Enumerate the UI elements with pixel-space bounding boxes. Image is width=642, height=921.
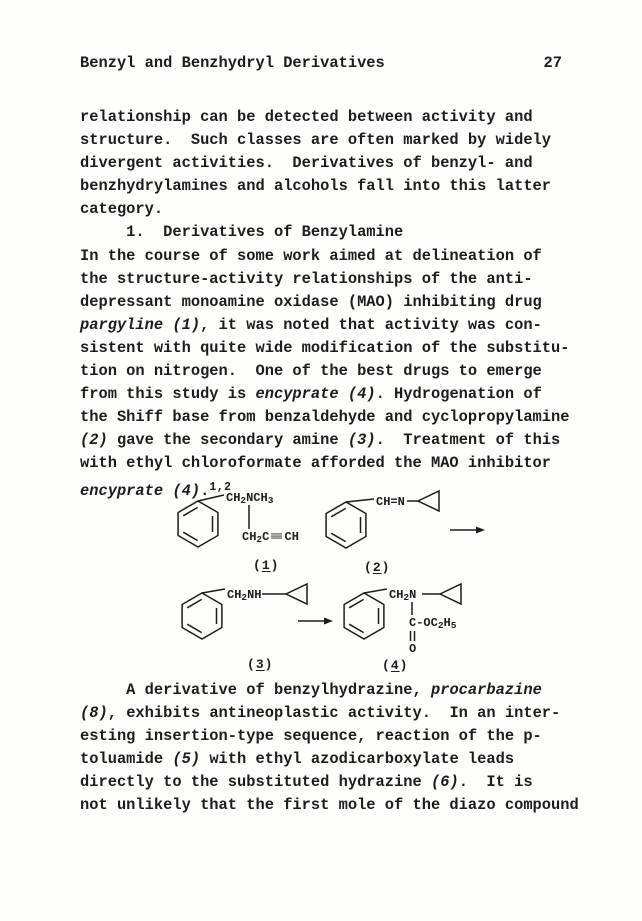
paragraph-benzylamine [80, 106, 570, 503]
text-segment: ( [247, 657, 256, 672]
text-segment: gave the secondary amine [107, 431, 348, 450]
text-segment: (3) [347, 431, 376, 450]
text-segment: with ethyl azodicarboxylate leads [200, 750, 515, 769]
text-segment: procarbazine [430, 681, 542, 699]
text-segment: 2 [241, 592, 248, 603]
text-segment: ) [399, 658, 409, 673]
text-segment: 2 [240, 495, 247, 506]
text-segment: (2) [80, 431, 108, 450]
text-segment: C-OC [409, 616, 438, 630]
text-line [80, 221, 570, 244]
text-line [80, 152, 570, 175]
text-segment: 3 [267, 495, 274, 506]
text-segment: encyprate (4) [255, 385, 376, 404]
reaction-scheme [150, 488, 500, 683]
text-segment: H [443, 616, 451, 630]
text-segment: CH [242, 530, 257, 544]
text-segment: CH [227, 588, 242, 602]
text-line [80, 360, 570, 383]
text-line [80, 198, 570, 221]
text-segment: depressant monoamine oxidase (MAO) inhibiting drug [80, 292, 542, 311]
text-segment: NH [247, 588, 262, 602]
text-segment: 1 [261, 558, 271, 573]
text-segment: category. [80, 200, 164, 219]
text-segment: CH [389, 588, 404, 602]
formula-2 [376, 495, 405, 509]
text-line [80, 725, 579, 748]
running-title: Benzyl and Benzhydryl Derivatives [80, 54, 385, 72]
text-segment: encyprate (4) [80, 481, 201, 500]
text-segment: 1,2 [209, 480, 232, 494]
cyclopropyl-ring-4 [440, 584, 461, 604]
text-segment: . [200, 481, 210, 500]
text-line [80, 291, 570, 314]
text-segment: (5) [172, 750, 201, 769]
text-line [80, 175, 570, 198]
text-line [80, 245, 570, 268]
text-line [80, 268, 570, 291]
text-line [80, 702, 579, 725]
text-segment: N [409, 588, 417, 602]
benzene-ring-2 [326, 502, 366, 548]
text-segment: 2 [403, 592, 410, 603]
text-segment: ( [364, 560, 373, 575]
text-line [80, 106, 570, 129]
text-segment: . It is [458, 773, 533, 792]
text-segment: O [409, 642, 417, 656]
formula-4-oxygen [409, 642, 416, 656]
text-segment: CH [226, 491, 241, 505]
text-line [80, 314, 570, 337]
text-segment: the Shiff base from benzaldehyde and cyclopropylamine [80, 408, 570, 427]
text-segment: C [262, 530, 270, 544]
text-segment: 3 [255, 657, 265, 672]
paragraph-procarbazine [80, 679, 579, 818]
text-line [80, 771, 579, 794]
text-segment: ( [253, 558, 262, 573]
text-segment: benzhydrylamines and alcohols fall into this latter [80, 177, 552, 196]
benzene-ring-1 [178, 501, 218, 547]
text-segment: toluamide [80, 750, 173, 769]
text-segment: 2 [256, 534, 263, 545]
text-segment: 1. Derivatives of Benzylamine [80, 223, 404, 242]
text-segment: ) [264, 657, 274, 672]
text-segment: 2 [372, 560, 382, 575]
text-segment: 5 [450, 620, 457, 631]
formula-1-top [226, 491, 273, 508]
formula-1-bottom [242, 530, 299, 547]
reaction-arrow-2 [298, 618, 333, 625]
bond-ring2-ch [346, 499, 374, 502]
text-segment: with ethyl chloroformate afforded the MAO inhibitor [80, 454, 552, 473]
page-number: 27 [543, 54, 562, 72]
text-segment: (8) [80, 704, 108, 723]
compound-label-3 [247, 657, 273, 672]
text-segment: In the course of some work aimed at delineation of [80, 246, 542, 265]
text-segment: esting insertion-type sequence, reaction of the p- [80, 727, 542, 746]
text-segment: sistent with quite wide modification of the substitu- [80, 338, 570, 357]
text-segment: pargyline (1) [80, 315, 201, 334]
formula-3 [227, 588, 262, 605]
text-line [80, 452, 570, 475]
text-segment: relationship can be detected between activity and [80, 108, 533, 126]
text-segment: 2 [437, 620, 444, 631]
text-segment: ≡ [270, 530, 284, 544]
cyclopropyl-ring-2 [418, 491, 439, 511]
compound-label-2 [364, 560, 390, 575]
text-segment: . Hydrogenation of [375, 385, 542, 404]
bond-ring1-ch2 [198, 495, 224, 501]
text-segment: A derivative of benzylhydrazine, [80, 681, 431, 699]
text-line [80, 129, 570, 152]
text-segment: directly to the substituted hydrazine [80, 773, 431, 792]
text-segment: the structure-activity relationships of the anti- [80, 269, 533, 288]
text-segment: NCH [246, 491, 268, 505]
text-line [80, 794, 579, 817]
bond-ring4-ch2 [364, 589, 387, 593]
text-line [80, 429, 570, 452]
compound-label-1 [253, 558, 279, 573]
text-segment: (6) [430, 773, 459, 792]
text-segment: tion on nitrogen. One of the best drugs to emerge [80, 362, 542, 381]
text-line [80, 679, 579, 702]
text-segment: ) [270, 558, 280, 573]
text-segment: from this study is [80, 385, 256, 404]
text-segment: ) [381, 560, 391, 575]
text-line [80, 383, 570, 406]
formula-4-ester [409, 616, 456, 633]
bond-ring3-ch2 [202, 589, 225, 593]
compound-label-4 [382, 658, 408, 673]
cyclopropyl-ring-3 [286, 584, 307, 604]
page-header [80, 54, 562, 72]
text-line [80, 406, 570, 429]
text-line [80, 748, 579, 771]
text-segment: divergent activities. Derivatives of benzyl- and [80, 154, 533, 173]
text-segment: CH [284, 530, 299, 544]
benzene-ring-3 [182, 593, 222, 639]
reaction-arrow-1 [450, 527, 485, 534]
text-segment: ( [382, 658, 391, 673]
text-segment: , it was noted that activity was con- [200, 315, 542, 334]
text-segment: 4 [390, 658, 400, 673]
text-segment: not unlikely that the first mole of the diazo compound [80, 796, 579, 815]
text-line [80, 337, 570, 360]
formula-4-top [389, 588, 416, 605]
benzene-ring-4 [344, 593, 384, 639]
text-segment: . Treatment of this [375, 431, 561, 450]
text-segment: CH=N [376, 495, 405, 509]
text-segment: , exhibits antineoplastic activity. In an inter- [107, 704, 561, 723]
scheme-graphics [150, 488, 500, 683]
text-segment: structure. Such classes are often marked by widely [80, 131, 552, 150]
